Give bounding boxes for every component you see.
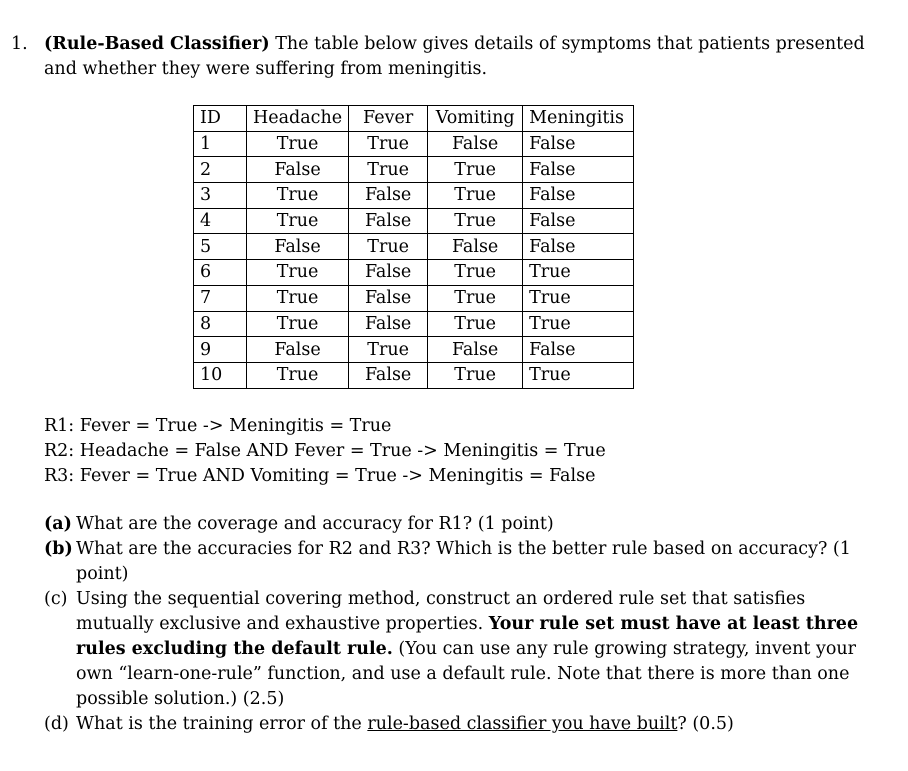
cell-headache: True xyxy=(247,208,349,234)
part-a xyxy=(44,512,874,537)
part-d-text-2: ? (0.5) xyxy=(677,714,734,734)
cell-headache: False xyxy=(247,234,349,260)
header-id: ID xyxy=(194,106,247,132)
part-b xyxy=(44,537,874,587)
cell-headache: True xyxy=(247,311,349,337)
part-d-text-underlined: rule-based classifier you have built xyxy=(367,714,678,734)
cell-id: 10 xyxy=(194,362,247,388)
part-b-text: What are the accuracies for R2 and R3? Which is the better rule based on accuracy? (1 point) xyxy=(76,539,851,584)
cell-vomiting: False xyxy=(428,337,523,363)
cell-vomiting: True xyxy=(428,260,523,286)
header-headache: Headache xyxy=(247,106,349,132)
part-c-text xyxy=(76,587,874,712)
part-c-text-bold: Your rule set must have at least three rules excluding the default rule. xyxy=(76,614,859,659)
cell-id: 2 xyxy=(194,157,247,183)
cell-meningitis: False xyxy=(523,157,634,183)
part-d-label: (d) xyxy=(44,714,69,734)
cell-fever: False xyxy=(349,183,428,209)
cell-headache: False xyxy=(247,157,349,183)
cell-meningitis: True xyxy=(523,260,634,286)
symptoms-table xyxy=(193,105,634,389)
part-d-text-1: What is the training error of the xyxy=(76,714,368,734)
cell-fever: False xyxy=(349,208,428,234)
cell-id: 1 xyxy=(194,131,247,157)
cell-fever: True xyxy=(349,157,428,183)
cell-headache: False xyxy=(247,337,349,363)
cell-vomiting: False xyxy=(428,131,523,157)
cell-fever: True xyxy=(349,337,428,363)
rule-r3: R3: Fever = True AND Vomiting = True -> Meningitis = False xyxy=(44,466,596,486)
cell-meningitis: True xyxy=(523,311,634,337)
cell-headache: True xyxy=(247,183,349,209)
question-intro xyxy=(44,32,894,82)
table-row xyxy=(194,260,634,286)
header-meningitis: Meningitis xyxy=(523,106,634,132)
part-c-text-1: Using the sequential covering method, construct an ordered rule set that satisfies mutually exclusive and exhaustive properties. xyxy=(76,589,806,634)
cell-fever: True xyxy=(349,234,428,260)
table-row xyxy=(194,311,634,337)
part-a-label: (a) xyxy=(44,514,72,534)
cell-headache: True xyxy=(247,131,349,157)
cell-meningitis: False xyxy=(523,131,634,157)
cell-vomiting: True xyxy=(428,311,523,337)
cell-meningitis: False xyxy=(523,337,634,363)
header-vomiting: Vomiting xyxy=(428,106,523,132)
part-b-label: (b) xyxy=(44,539,73,559)
rule-r2: R2: Headache = False AND Fever = True -> Meningitis = True xyxy=(44,441,606,461)
cell-vomiting: True xyxy=(428,208,523,234)
table-row xyxy=(194,183,634,209)
cell-headache: True xyxy=(247,362,349,388)
cell-fever: False xyxy=(349,285,428,311)
part-c xyxy=(44,587,874,712)
cell-fever: True xyxy=(349,131,428,157)
rules-list xyxy=(44,414,606,489)
question-title: (Rule-Based Classifier) xyxy=(44,34,270,54)
part-d xyxy=(44,712,874,737)
cell-meningitis: True xyxy=(523,285,634,311)
cell-id: 3 xyxy=(194,183,247,209)
question-number: 1. xyxy=(11,34,28,54)
table-row xyxy=(194,208,634,234)
cell-id: 6 xyxy=(194,260,247,286)
part-d-text xyxy=(76,712,874,737)
cell-id: 7 xyxy=(194,285,247,311)
cell-vomiting: True xyxy=(428,157,523,183)
cell-meningitis: False xyxy=(523,183,634,209)
table-row xyxy=(194,285,634,311)
cell-id: 8 xyxy=(194,311,247,337)
cell-meningitis: False xyxy=(523,234,634,260)
cell-vomiting: True xyxy=(428,362,523,388)
header-fever: Fever xyxy=(349,106,428,132)
question-intro-text: The table below gives details of symptoms that patients presented and whether they were suffering from meningitis. xyxy=(44,34,865,79)
cell-id: 9 xyxy=(194,337,247,363)
cell-headache: True xyxy=(247,260,349,286)
part-c-label: (c) xyxy=(44,589,68,609)
table-row xyxy=(194,157,634,183)
cell-id: 5 xyxy=(194,234,247,260)
cell-id: 4 xyxy=(194,208,247,234)
cell-headache: True xyxy=(247,285,349,311)
cell-vomiting: True xyxy=(428,285,523,311)
cell-fever: False xyxy=(349,260,428,286)
table-header-row xyxy=(194,106,634,132)
cell-fever: False xyxy=(349,311,428,337)
table-row xyxy=(194,362,634,388)
part-a-text: What are the coverage and accuracy for R1? (1 point) xyxy=(76,514,554,534)
table-row xyxy=(194,131,634,157)
cell-vomiting: False xyxy=(428,234,523,260)
cell-meningitis: True xyxy=(523,362,634,388)
cell-fever: False xyxy=(349,362,428,388)
table-row xyxy=(194,337,634,363)
sub-questions xyxy=(44,512,874,737)
cell-meningitis: False xyxy=(523,208,634,234)
rule-r1: R1: Fever = True -> Meningitis = True xyxy=(44,416,392,436)
cell-vomiting: True xyxy=(428,183,523,209)
part-c-text-2: (You can use any rule growing strategy, invent your own “learn-one-rule” function, and use a default rule. Note that there is more than one possible solution.) (2.5) xyxy=(76,639,857,709)
table-row xyxy=(194,234,634,260)
